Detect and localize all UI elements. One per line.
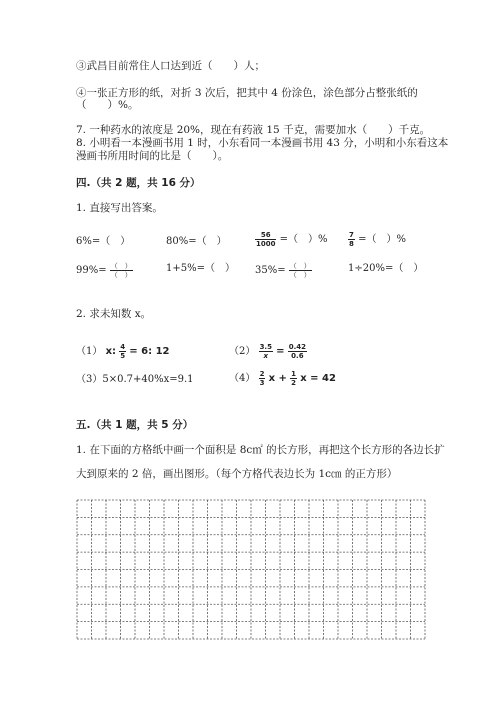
fraction-0.42-over-0.6: $\frac{0.42}{0.6}$ [288, 343, 307, 360]
question-3: ③武昌目前常住人口达到近（ ）人； [76, 60, 265, 72]
equation-1: （1） x: $\frac{4}{5}$ = 6: 12 [76, 343, 170, 360]
section-4-q2-title: 2. 求未知数 x。 [76, 308, 152, 320]
equation-4: （4） $\frac{2}{3}$ x + $\frac{1}{2}$ x = 42 [229, 370, 336, 387]
fraction-7-8: $\frac{7}{8}$ [349, 231, 354, 248]
section-5-q1-line-2: 大到原来的 2 倍，画出图形。（每个方格代表边长为 1c㎝ 的正方形） [76, 468, 398, 480]
section-4-title: 四.（共 2 题，共 16 分） [76, 177, 201, 189]
fraction-blank-35: $\frac{( )}{( )}$ [289, 262, 311, 279]
answer-1-div-20-percent: 1÷20%=（ ） [348, 263, 424, 274]
answer-7-over-8: $\frac{7}{8}$ =（ ）% [349, 231, 406, 248]
section-4-q1-title: 1. 直接写出答案。 [76, 202, 163, 214]
fraction-56-1000: $\frac{56}{1000}$ [256, 231, 276, 248]
answer-35-percent: 35%= $\frac{( )}{( )}$ [255, 262, 311, 279]
fraction-3.5-over-x: $\frac{3.5}{x}$ [259, 343, 272, 360]
equation-3: （3）5×0.7+40%x=9.1 [76, 374, 194, 385]
equation-2: （2） $\frac{3.5}{x}$ = $\frac{0.42}{0.6}$ [229, 343, 307, 360]
question-4-line-2: （ ）%。 [76, 99, 139, 111]
answer-99-percent: 99%= $\frac{( )}{( )}$ [76, 262, 132, 279]
section-5-title: 五.（共 1 题，共 5 分） [76, 419, 194, 431]
answer-80-percent: 80%=（ ） [166, 236, 227, 247]
question-8-line-1: 8. 小明看一本漫画书用 1 时，小东看同一本漫画书用 43 分，小明和小东看这本 [76, 137, 449, 149]
answer-56-over-1000: $\frac{56}{1000}$ =（ ）% [256, 231, 328, 248]
section-5-q1-line-1: 1. 在下面的方格纸中画一个面积是 8c㎡ 的长方形，再把这个长方形的各边长扩 [76, 444, 445, 456]
question-8-line-2: 漫画书所用时间的比是（ ）。 [76, 150, 229, 162]
fraction-2-3: $\frac{2}{3}$ [259, 370, 265, 387]
fraction-blank-99: $\frac{( )}{( )}$ [110, 262, 132, 279]
answer-6-percent: 6%=（ ） [76, 236, 131, 247]
question-4-line-1: ④一张正方形的纸，对折 3 次后，把其中 4 份涂色，涂色部分占整张纸的 [76, 87, 418, 99]
fraction-1-2: $\frac{1}{2}$ [291, 370, 296, 387]
answer-1-plus-5-percent: 1+5%=（ ） [166, 263, 235, 274]
question-7: 7. 一种药水的浓度是 20%，现在有药液 15 千克，需要加水（ ）千克。 [76, 124, 431, 136]
fraction-4-5: $\frac{4}{5}$ [120, 343, 126, 360]
grid-paper[interactable] [76, 499, 426, 640]
